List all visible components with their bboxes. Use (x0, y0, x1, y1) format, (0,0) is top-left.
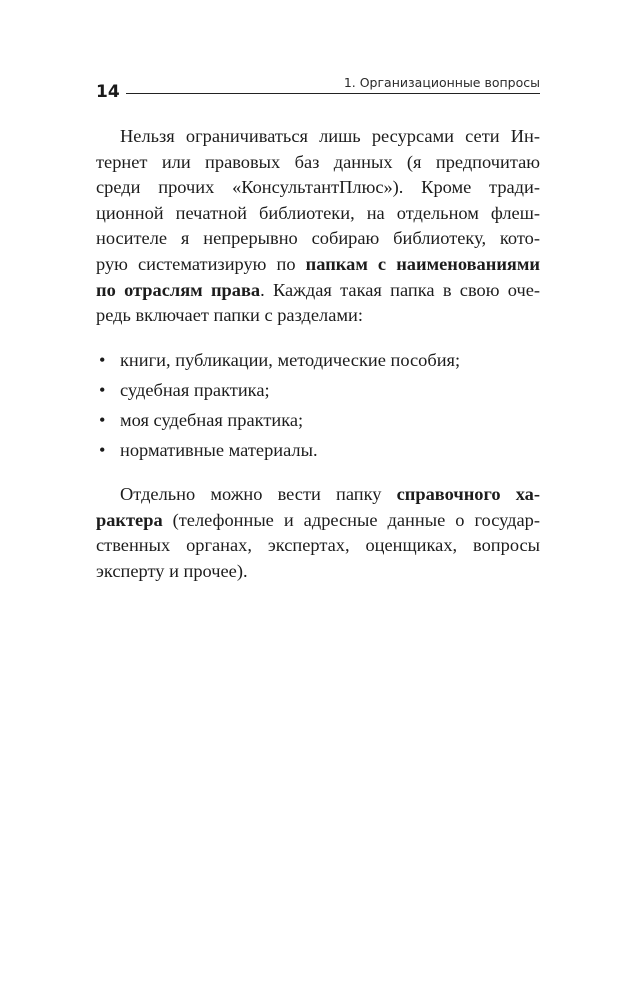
text-line: Нельзя ограничиваться лишь ресурсами сети Ин- (120, 126, 540, 146)
list-item (96, 348, 540, 374)
list-item (96, 438, 540, 464)
page-body (96, 124, 540, 585)
paragraph-1 (96, 124, 540, 329)
text-line (96, 482, 540, 508)
bullet-icon: • (99, 379, 106, 400)
page-number: 14 (96, 82, 120, 102)
list-item-text: книги, публикации, методические пособия; (120, 349, 461, 370)
plain-text: (телефонные и адресные данные о государ- (162, 509, 540, 530)
plain-text: рую систематизирую по (96, 253, 306, 274)
list-item-text: нормативные материалы. (120, 439, 318, 460)
text-line (96, 252, 540, 278)
bullet-icon: • (99, 349, 106, 370)
text-line: ционной печатной библиотеки, на отдельном флеш- (96, 202, 540, 223)
bold-text: по отраслям права (96, 279, 261, 300)
paragraph-2 (96, 482, 540, 584)
text-line: носителе я непрерывно собираю библиотеку, кото- (96, 228, 540, 249)
bullet-list (96, 348, 540, 464)
text-line: ственных органах, экспертах, оценщиках, вопросы (96, 535, 540, 556)
text-line (96, 278, 540, 304)
bold-text: справочного ха- (396, 484, 540, 505)
bullet-icon: • (99, 409, 106, 430)
bold-text: папкам с наименованиями (305, 253, 540, 274)
list-item-text: судебная практика; (120, 379, 270, 400)
text-line: тернет или правовых баз данных (я предпочитаю (96, 151, 540, 172)
text-line: эксперту и прочее). (96, 561, 248, 582)
list-item-text: моя судебная практика; (120, 409, 304, 430)
text-line: среди прочих «КонсультантПлюс»). Кроме тради- (96, 177, 540, 198)
bullet-icon: • (99, 439, 106, 460)
list-item (96, 378, 540, 404)
plain-text: . Каждая такая папка в свою оче- (260, 279, 540, 300)
plain-text: Отдельно можно вести папку (120, 484, 397, 505)
text-line: редь включает папки с разделами: (96, 305, 363, 326)
running-head: 1. Организационные вопросы (343, 75, 540, 90)
bold-text: рактера (96, 509, 163, 530)
list-item (96, 408, 540, 434)
page-header (96, 72, 540, 102)
text-line (96, 508, 540, 534)
header-rule (126, 93, 540, 94)
